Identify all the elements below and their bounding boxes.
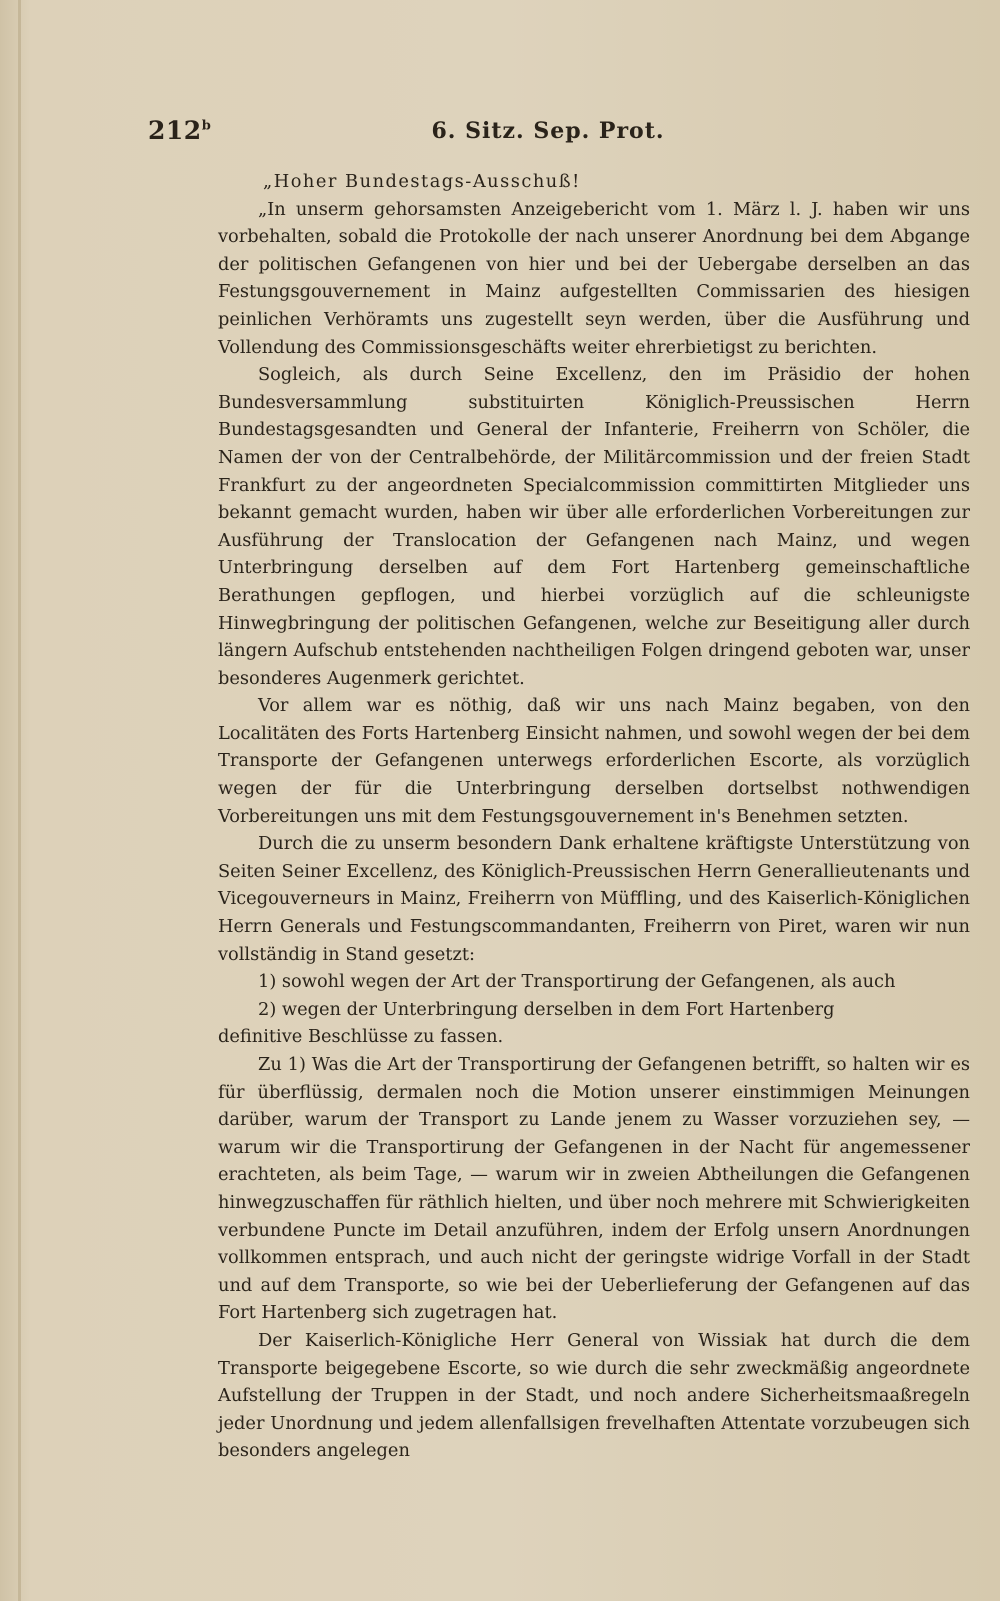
page-number: 212$^b$ (148, 116, 212, 145)
paragraph-6: Zu 1) Was die Art der Transportirung der Gefangenen betrifft, so halten wir es für überflüssig, dermalen noch die Motion unserer einstimmigen Meinungen darüber, warum der Transport zu Lande jenem zu Wasser vorzuziehen sey, — warum wir die Transportirung der Gefangenen in der Nacht für angemessener erachteten, als beim Tage, — warum wir in zweien Abtheilungen die Gefangenen hinwegzuschaffen für räthlich hielten, und über noch mehrere mit Schwierigkeiten verbundene Puncte im Detail anzuführen, indem der Erfolg unsern Anordnungen vollkommen entsprach, und auch nicht der geringste widrige Vorfall in der Stadt und auf dem Transporte, so wie bei der Ueberlieferung der Gefangenen auf das Fort Hartenberg sich zugetragen hat. (218, 1054, 970, 1324)
paragraph-2: Sogleich, als durch Seine Excellenz, den im Präsidio der hohen Bundesversammlung substituirten Königlich-Preussischen Herrn Bundestagsgesandten und General der Infanterie, Freiherrn von Schöler, die Namen der von der Centralbehörde, der Militärcommission und der freien Stadt Frankfurt zu der angeordneten Specialcommission committirten Mitglieder uns bekannt gemacht wurden, haben wir über alle erforderlichen Vorbereitungen zur Ausführung der Translocation der Gefangenen nach Mainz, und wegen Unterbringung derselben auf dem Fort Hartenberg gemeinschaftliche Berathungen gepflogen, und hierbei vorzüglich auf die schleunigste Hinwegbringung der politischen Gefangenen, welche zur Beseitigung aller durch längern Aufschub entstehenden nachtheiligen Folgen dringend geboten war, unser besonderes Augenmerk gerichtet. (218, 364, 970, 689)
list-item-1: 1) sowohl wegen der Art der Transportirung der Gefangenen, als auch (258, 971, 896, 993)
paragraph-4: Durch die zu unserm besondern Dank erhaltene kräftigste Unterstützung von Seiten Seiner Excellenz, des Königlich-Preussischen Herrn Generallieutenants und Vicegouverneurs in Mainz, Freiherrn von Müffling, und des Kaiserlich-Königlichen Herrn Generals und Festungscommandanten, Freiherrn von Piret, waren wir nun vollständig in Stand gesetzt: (218, 833, 970, 965)
page-header (148, 116, 948, 156)
paragraph-1: „In unserm gehorsamsten Anzeigebericht vom 1. März l. J. haben wir uns vorbehalten, sobald die Protokolle der nach unserer Anordnung bei dem Abgange der politischen Gefangenen von hier und bei der Uebergabe derselben an das Festungsgouvernement in Mainz aufgestellten Commissarien des hiesigen peinlichen Verhöramts uns zugestellt seyn werden, über die Ausführung und Vollendung des Commissionsgeschäfts weiter ehrerbietigst zu berichten. (218, 198, 970, 358)
addressee-line: „Hoher Bundestags-Ausschuß! (263, 171, 581, 192)
paragraph-3: Vor allem war es nöthig, daß wir uns nach Mainz begaben, von den Localitäten des Forts Hartenberg Einsicht nahmen, und sowohl wegen der bei dem Transporte der Gefangenen unterwegs erforderlichen Escorte, als vorzüglich wegen der für die Unterbringung derselben dortselbst nothwendigen Vorbereitungen uns mit dem Festungsgouvernement in's Benehmen setzten. (218, 695, 970, 827)
running-head: 6. Sitz. Sep. Prot. (431, 118, 665, 144)
page-number-suffix: b (201, 118, 212, 134)
list-item-2: 2) wegen der Unterbringung derselben in dem Fort Hartenberg (258, 998, 835, 1020)
binding-edge (18, 0, 21, 1601)
paragraph-5: definitive Beschlüsse zu fassen. (218, 1026, 504, 1048)
document-body (218, 168, 970, 1465)
paragraph-7: Der Kaiserlich-Königliche Herr General von Wissiak hat durch die dem Transporte beigegebene Escorte, so wie durch die sehr zweckmäßig angeordnete Aufstellung der Truppen in der Stadt, und noch andere Sicherheitsmaaßregeln jeder Unordnung und jedem allenfallsigen frevelhaften Attentate vorzubeugen sich besonders angelegen (218, 1329, 970, 1462)
